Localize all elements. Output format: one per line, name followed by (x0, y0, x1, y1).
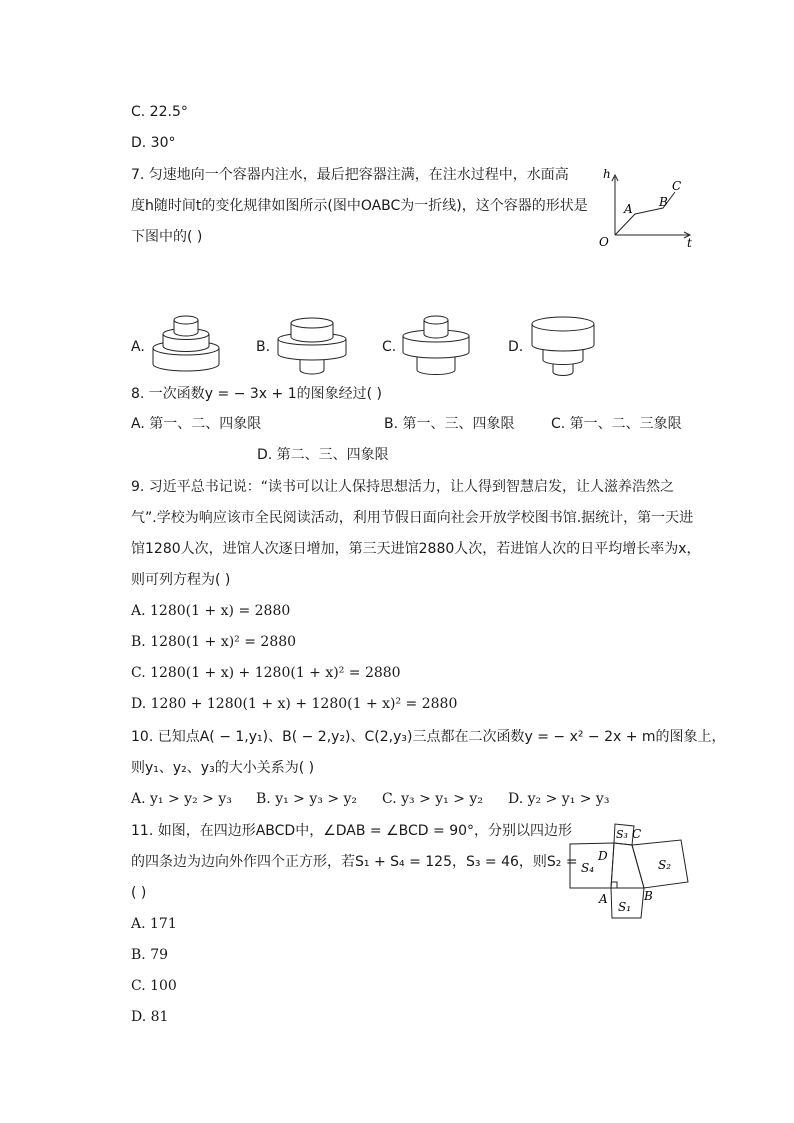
q7-label-b: B (659, 195, 668, 209)
q7-container-b-image (274, 314, 350, 376)
q7-option-c-label: C. (382, 339, 397, 355)
q8-stem: 8. 一次函数y = − 3x + 1的图象经过( ) (131, 386, 383, 402)
q8-option-d: D. 第二、三、四象限 (257, 447, 389, 463)
q11-label-b: B (644, 889, 653, 903)
q11-quadrilateral-squares-figure (566, 820, 692, 920)
q10-option-d: D. y₂ > y₁ > y₃ (508, 791, 610, 807)
q7-container-c-image (399, 312, 473, 378)
q9-stem-line3: 馆1280人次，进馆人次逐日增加，第三天进馆2880人次，若进馆人次的日平均增长率为x， (131, 541, 701, 557)
q11-option-a: A. 171 (131, 916, 177, 932)
q7-option-a-label: A. (131, 339, 145, 355)
q7-label-t: t (687, 236, 692, 250)
q10-option-c: C. y₃ > y₁ > y₂ (382, 791, 483, 807)
q7-label-o: O (599, 235, 609, 249)
q9-option-c: C. 1280(1 + x) + 1280(1 + x)² = 2880 (131, 665, 401, 681)
q7-container-d-image (528, 312, 598, 378)
q11-label-a: A (599, 892, 608, 906)
q10-option-a: A. y₁ > y₂ > y₃ (131, 791, 232, 807)
q7-label-c: C (672, 179, 682, 193)
q7-option-b-label: B. (256, 339, 271, 355)
q10-option-b: B. y₁ > y₃ > y₂ (256, 791, 358, 807)
q9-option-d: D. 1280 + 1280(1 + x) + 1280(1 + x)² = 2880 (131, 696, 458, 712)
q11-option-c: C. 100 (131, 978, 177, 994)
q7-water-level-graph (595, 165, 700, 250)
q6-option-d: D. 30° (131, 135, 176, 151)
q10-stem-line1: 10. 已知点A( − 1,y₁)、B( − 2,y₂)、C(2,y₃)三点都在二次函数y = − x² − 2x + m的图象上， (131, 729, 726, 745)
q7-container-a-image (150, 312, 222, 374)
q9-option-b: B. 1280(1 + x)² = 2880 (131, 634, 297, 650)
q11-label-d: D (598, 849, 608, 863)
q11-stem-line1: 11. 如图，在四边形ABCD中，∠DAB = ∠BCD = 90°，分别以四边形 (131, 823, 573, 839)
q7-option-d-label: D. (508, 339, 524, 355)
q9-stem-line4: 则可列方程为( ) (131, 572, 231, 588)
q11-option-b: B. 79 (131, 947, 169, 963)
q9-stem-line1: 9. 习近平总书记说：“读书可以让人保持思想活力，让人得到智慧启发，让人滋养浩然之 (131, 479, 675, 495)
q9-option-a: A. 1280(1 + x) = 2880 (131, 603, 291, 619)
q11-stem-line3: ( ) (131, 885, 147, 901)
q11-label-s4: S₄ (581, 861, 595, 875)
q11-label-s2: S₂ (658, 858, 672, 872)
q10-stem-line2: 则y₁、y₂、y₃的大小关系为( ) (131, 760, 315, 776)
q7-stem-line3: 下图中的( ) (131, 229, 203, 245)
q11-label-s3: S₃ (616, 828, 628, 841)
q6-option-c: C. 22.5° (131, 104, 188, 120)
q8-option-a: A. 第一、二、四象限 (131, 416, 262, 432)
q8-option-c: C. 第一、二、三象限 (551, 416, 682, 432)
q7-stem-line1: 7. 匀速地向一个容器内注水，最后把容器注满，在注水过程中，水面高 (131, 167, 569, 183)
q7-label-h: h (603, 167, 611, 181)
q11-stem-line2: 的四条边为边向外作四个正方形，若S₁ + S₄ = 125，S₃ = 46，则S₂ = (131, 854, 578, 870)
q11-label-c: C (632, 827, 642, 841)
q11-option-d: D. 81 (131, 1009, 169, 1025)
q7-label-a: A (624, 202, 633, 216)
q11-label-s1: S₁ (618, 900, 632, 914)
q7-stem-line2: 度h随时间t的变化规律如图所示(图中OABC为一折线)，这个容器的形状是 (131, 198, 588, 214)
q9-stem-line2: 气”.学校为响应该市全民阅读活动，利用节假日面向社会开放学校图书馆.据统计，第一天进 (131, 510, 694, 526)
q8-option-b: B. 第一、三、四象限 (384, 416, 515, 432)
